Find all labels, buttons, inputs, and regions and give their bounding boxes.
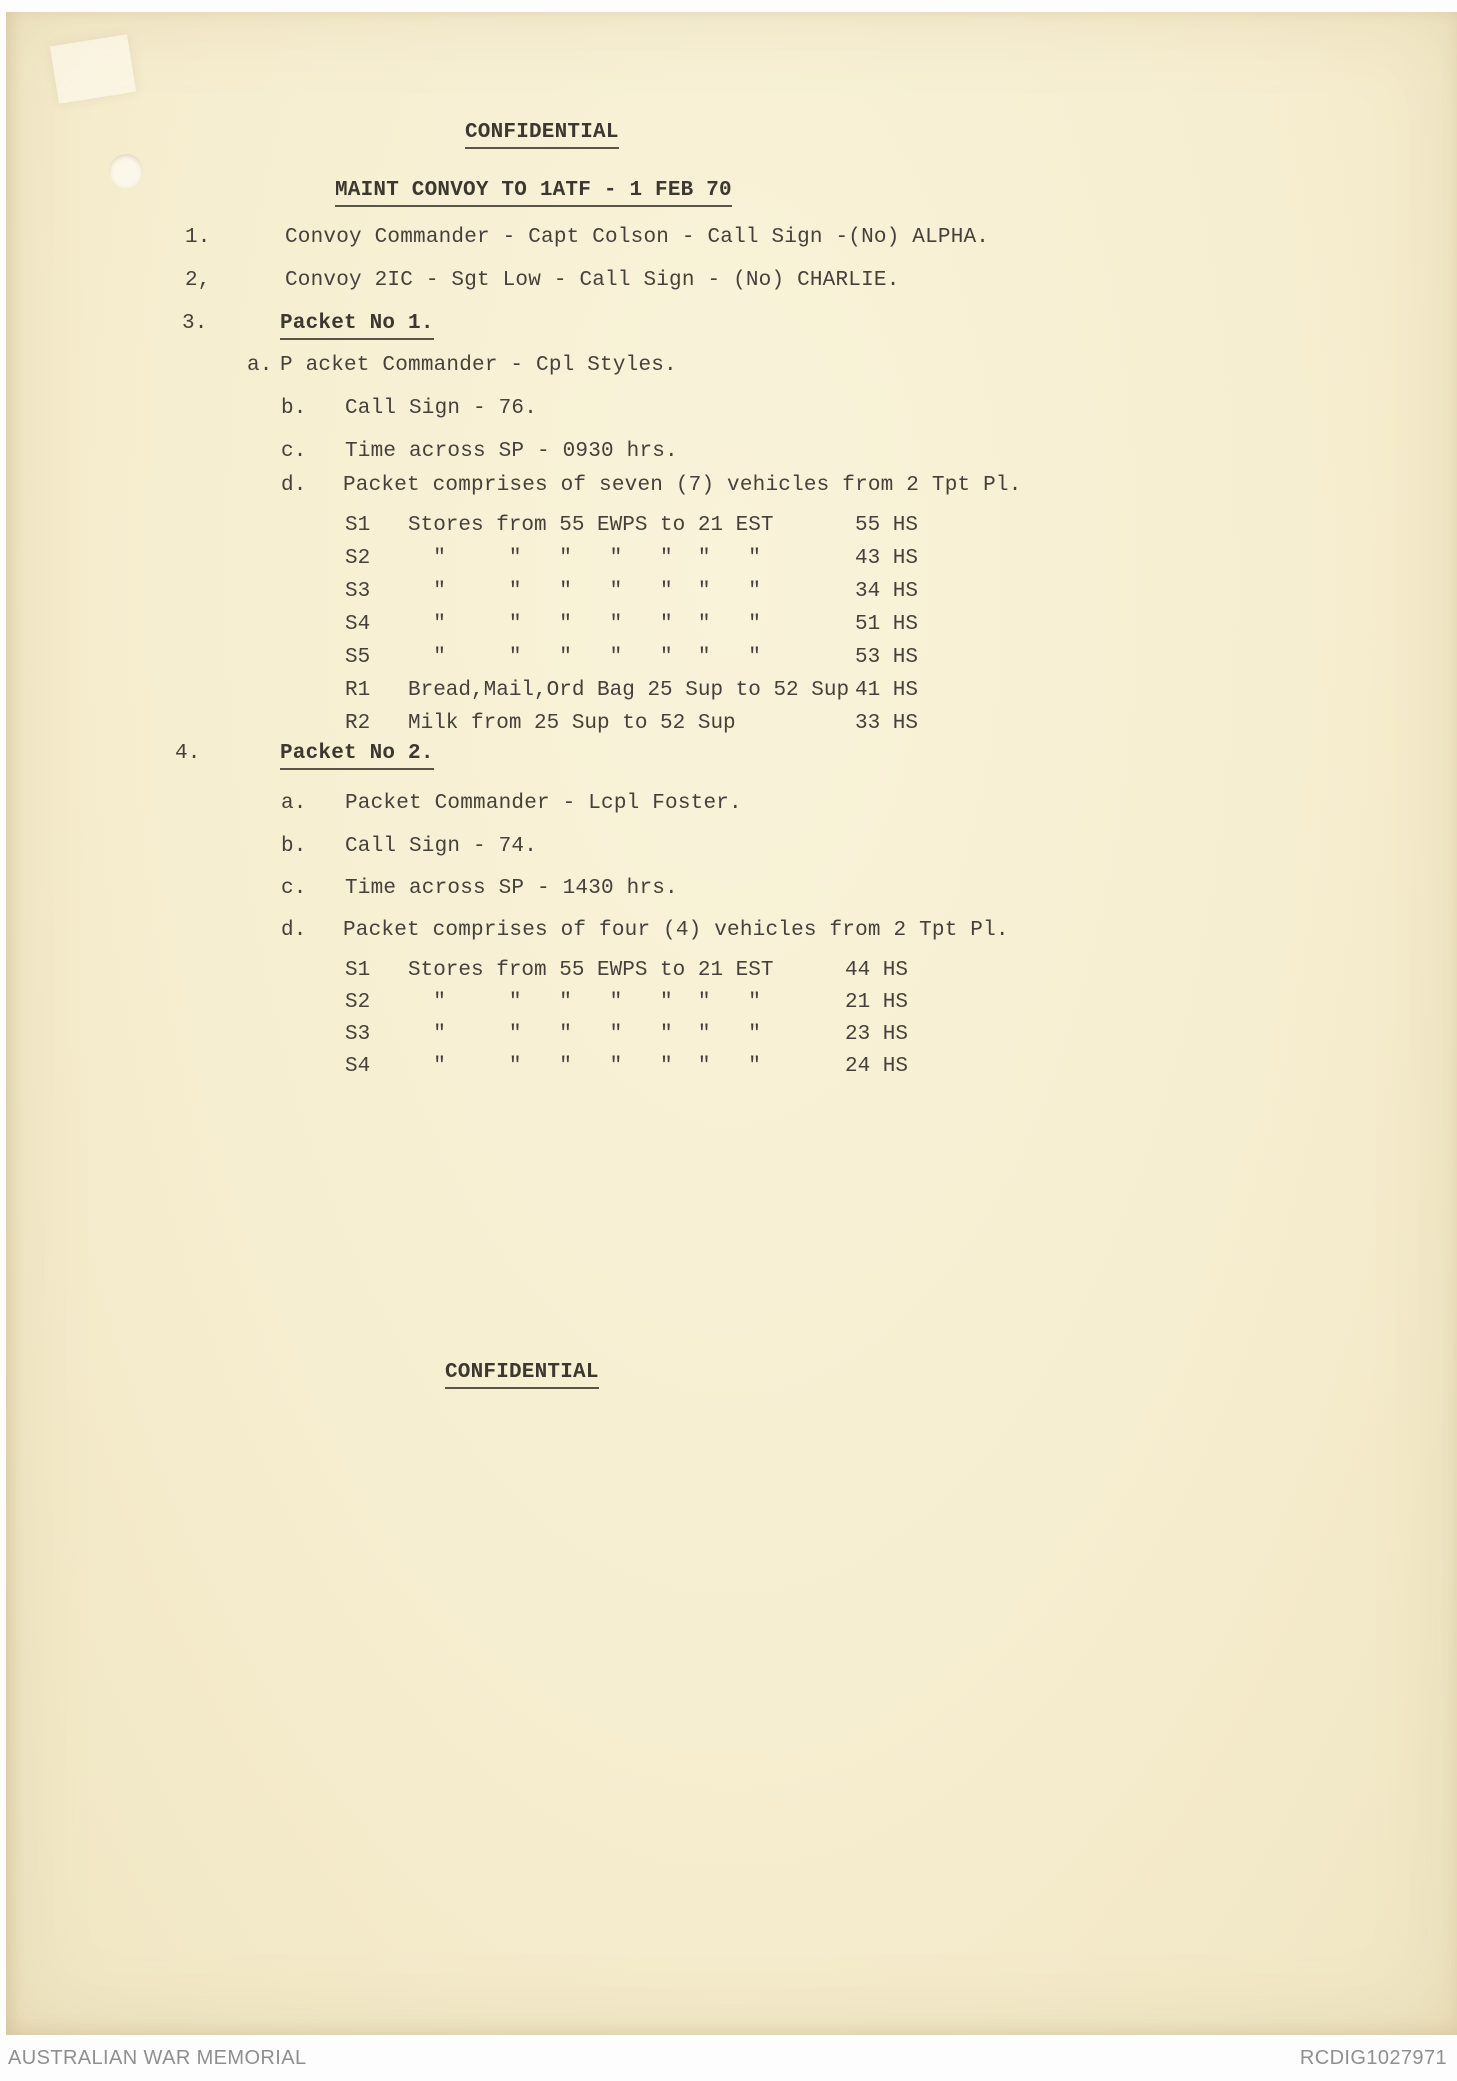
sub-text: Packet Commander - Lcpl Foster. [345, 792, 742, 815]
tape-mark [50, 34, 136, 103]
vehicle-desc: Bread,Mail,Ord Bag 25 Sup to 52 Sup [408, 679, 850, 702]
classification-bottom: CONFIDENTIAL [445, 1360, 599, 1389]
sub-letter: c. [281, 877, 307, 900]
vehicle-code: S4 [345, 613, 371, 636]
vehicle-hours: 21 HS [845, 991, 909, 1014]
classification-top: CONFIDENTIAL [465, 120, 619, 149]
packet-1-sub-b [6, 396, 1457, 422]
vehicle-code: S2 [345, 991, 371, 1014]
vehicle-desc: Stores from 55 EWPS to 21 EST [408, 959, 774, 982]
vehicle-row [6, 990, 1457, 1022]
vehicle-hours: 55 HS [855, 514, 919, 537]
vehicle-row [6, 678, 1457, 711]
vehicle-hours: 44 HS [845, 959, 909, 982]
vehicle-code: S4 [345, 1055, 371, 1078]
packet-2-heading: Packet No 2. [280, 741, 434, 770]
vehicle-code: S1 [345, 514, 371, 537]
vehicle-hours: 33 HS [855, 712, 919, 735]
classification-footer-line [6, 1360, 1457, 1386]
item-2 [6, 268, 1457, 294]
packet-2-sub-b [6, 834, 1457, 860]
packet-2-sub-a [6, 791, 1457, 817]
sub-text: Call Sign - 76. [345, 397, 538, 420]
vehicle-hours: 23 HS [845, 1023, 909, 1046]
vehicle-code: S3 [345, 580, 371, 603]
vehicle-row [6, 1054, 1457, 1086]
vehicle-hours: 53 HS [855, 646, 919, 669]
sub-letter: a. [281, 792, 307, 815]
vehicle-code: R2 [345, 712, 371, 735]
sub-letter: c. [281, 440, 307, 463]
title-line [6, 178, 1457, 204]
vehicle-row [6, 711, 1457, 744]
packet-1-heading-line [6, 311, 1457, 337]
vehicle-desc: " " " " " " " [408, 991, 761, 1014]
item-1 [6, 225, 1457, 251]
vehicle-desc: Milk from 25 Sup to 52 Sup [408, 712, 736, 735]
item-2-number: 2, [185, 269, 211, 292]
vehicle-code: S3 [345, 1023, 371, 1046]
packet-1-sub-c [6, 439, 1457, 465]
vehicle-code: R1 [345, 679, 371, 702]
vehicle-row [6, 958, 1457, 990]
sub-text: Call Sign - 74. [345, 835, 538, 858]
vehicle-row [6, 579, 1457, 612]
sub-letter: d. [281, 474, 307, 497]
sub-text: Time across SP - 0930 hrs. [345, 440, 678, 463]
vehicle-hours: 24 HS [845, 1055, 909, 1078]
vehicle-row [6, 1022, 1457, 1054]
vehicle-desc: " " " " " " " [408, 580, 761, 603]
item-1-number: 1. [185, 226, 211, 249]
vehicle-desc: " " " " " " " [408, 547, 761, 570]
archive-name: AUSTRALIAN WAR MEMORIAL [8, 2046, 307, 2069]
packet-2-sub-c [6, 876, 1457, 902]
vehicle-desc: " " " " " " " [408, 646, 761, 669]
vehicle-row [6, 513, 1457, 546]
sub-text: Packet comprises of seven (7) vehicles from 2 Tpt Pl. [343, 474, 1022, 497]
vehicle-code: S2 [345, 547, 371, 570]
vehicle-hours: 51 HS [855, 613, 919, 636]
packet-2-heading-line [6, 741, 1457, 767]
item-1-text: Convoy Commander - Capt Colson - Call Sign -(No) ALPHA. [285, 226, 990, 249]
vehicle-hours: 41 HS [855, 679, 919, 702]
vehicle-desc: " " " " " " " [408, 613, 761, 636]
sub-letter: a. [247, 354, 273, 377]
paper [6, 12, 1457, 2035]
packet-1-sub-d [6, 473, 1457, 499]
packet-2-number: 4. [175, 742, 201, 765]
packet-1-vehicle-table [6, 513, 1457, 744]
document-title: MAINT CONVOY TO 1ATF - 1 FEB 70 [335, 178, 732, 207]
footer-bar [0, 2035, 1457, 2081]
sub-letter: d. [281, 919, 307, 942]
packet-1-heading: Packet No 1. [280, 311, 434, 340]
vehicle-desc: Stores from 55 EWPS to 21 EST [408, 514, 774, 537]
classification-header-line [6, 120, 1457, 146]
record-reference: RCDIG1027971 [1299, 2046, 1447, 2069]
sub-text: Time across SP - 1430 hrs. [345, 877, 678, 900]
vehicle-row [6, 645, 1457, 678]
packet-2-vehicle-table [6, 958, 1457, 1086]
vehicle-desc: " " " " " " " [408, 1023, 761, 1046]
packet-2-sub-d [6, 918, 1457, 944]
vehicle-row [6, 612, 1457, 645]
vehicle-hours: 43 HS [855, 547, 919, 570]
vehicle-hours: 34 HS [855, 580, 919, 603]
vehicle-code: S1 [345, 959, 371, 982]
sub-letter: b. [281, 835, 307, 858]
packet-1-sub-a [6, 353, 1457, 379]
vehicle-code: S5 [345, 646, 371, 669]
packet-1-number: 3. [182, 312, 208, 335]
sub-text: Packet comprises of four (4) vehicles from 2 Tpt Pl. [343, 919, 1009, 942]
item-2-text: Convoy 2IC - Sgt Low - Call Sign - (No) CHARLIE. [285, 269, 900, 292]
sub-letter: b. [281, 397, 307, 420]
sub-text: P acket Commander - Cpl Styles. [280, 354, 677, 377]
vehicle-desc: " " " " " " " [408, 1055, 761, 1078]
vehicle-row [6, 546, 1457, 579]
